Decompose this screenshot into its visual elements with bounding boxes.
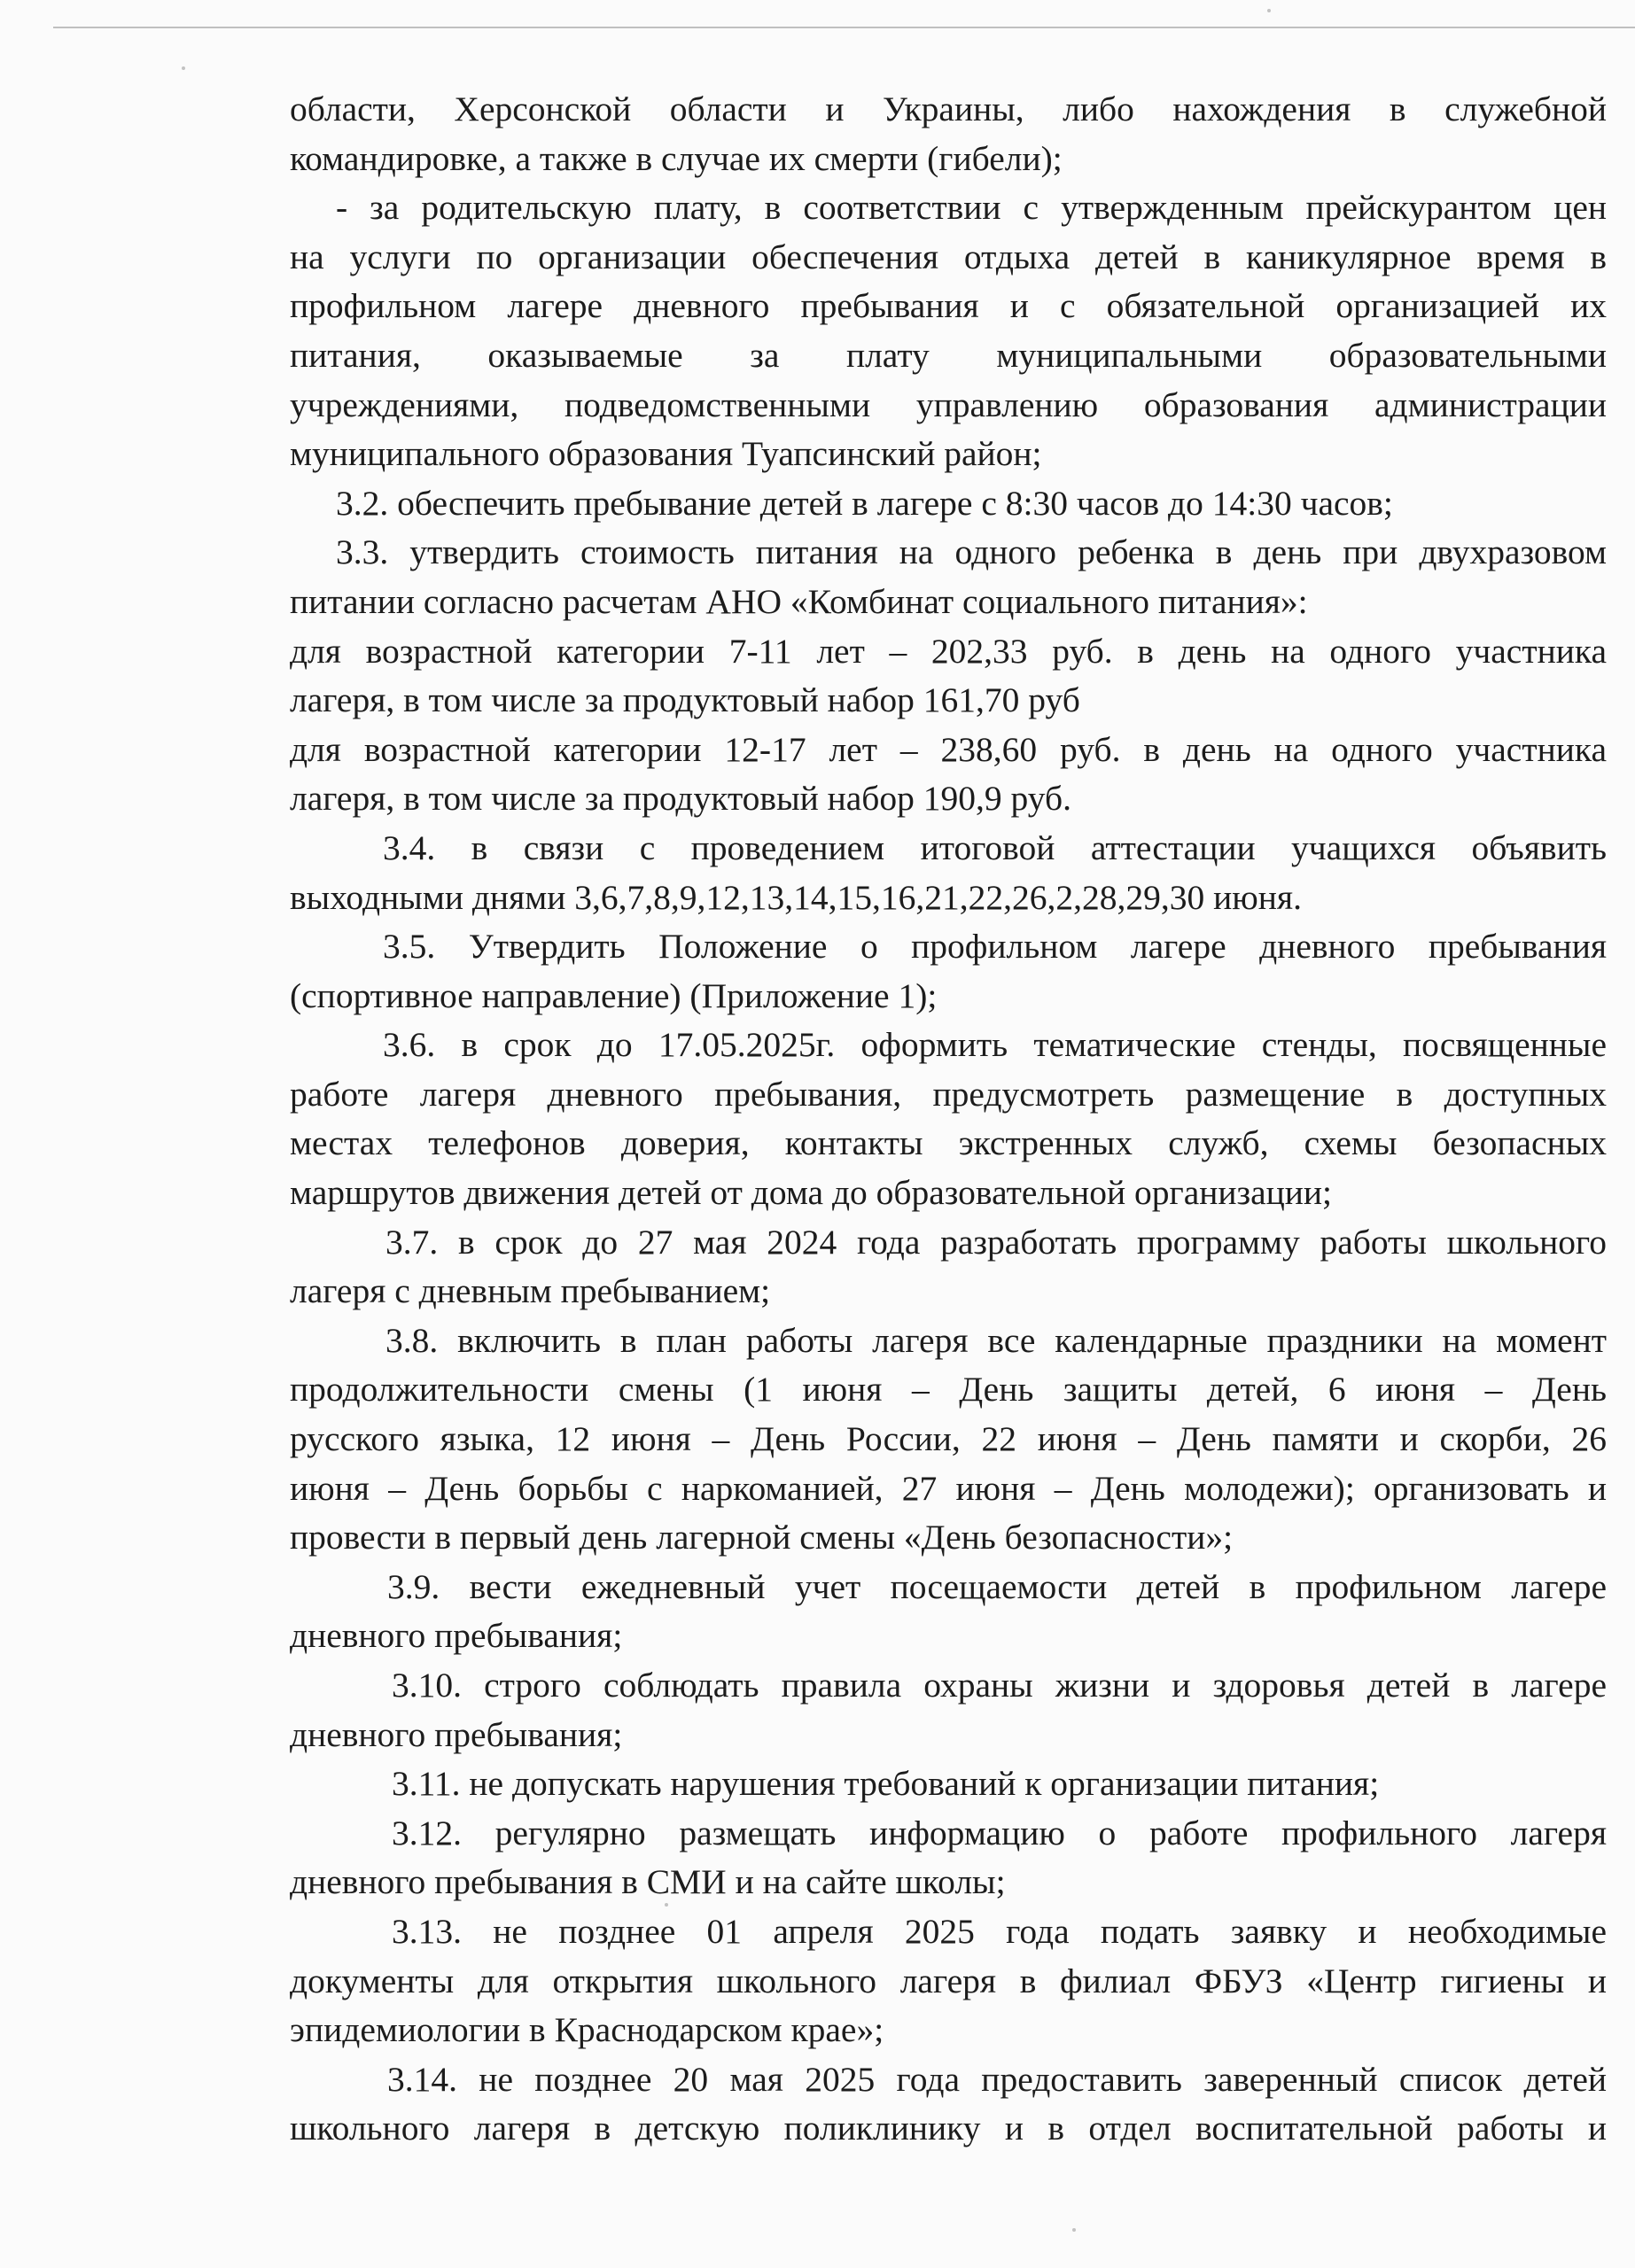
text-line: области, Херсонской области и Украины, либо нахождения в служебной — [290, 89, 1607, 128]
text-line: 3.7. в срок до 27 мая 2024 года разработать программу работы школьного — [385, 1222, 1607, 1262]
text-line: местах телефонов доверия, контакты экстренных служб, схемы безопасных — [290, 1123, 1607, 1163]
text-line: продолжительности смены (1 июня – День защиты детей, 6 июня – День — [290, 1370, 1607, 1410]
text-line: учреждениями, подведомственными управлению образования администрации — [290, 384, 1607, 424]
text-line: 3.6. в срок до 17.05.2025г. оформить тематические стенды, посвященные — [383, 1025, 1607, 1065]
scan-speck — [182, 66, 185, 70]
text-line: для возрастной категории 7-11 лет – 202,33 руб. в день на одного участника — [290, 631, 1607, 671]
text-line: лагеря, в том числе за продуктовый набор 161,70 руб — [290, 680, 1080, 720]
text-line: (спортивное направление) (Приложение 1); — [290, 975, 938, 1015]
text-line: 3.4. в связи с проведением итоговой аттестации учащихся объявить — [383, 827, 1607, 867]
text-line: 3.5. Утвердить Положение о профильном лагере дневного пребывания — [383, 927, 1607, 967]
text-line: 3.13. не позднее 01 апреля 2025 года подать заявку и необходимые — [392, 1911, 1607, 1951]
text-line: 3.12. регулярно размещать информацию о работе профильного лагеря — [392, 1813, 1607, 1852]
scan-edge — [53, 27, 1635, 28]
text-line: 3.3. утвердить стоимость питания на одного ребенка в день при двухразовом — [336, 532, 1607, 572]
text-line: 3.9. вести ежедневный учет посещаемости детей в профильном лагере — [387, 1566, 1607, 1606]
text-line: 3.8. включить в план работы лагеря все календарные праздники на момент — [385, 1320, 1607, 1360]
scan-speck — [1072, 2228, 1076, 2232]
text-line: питания, оказываемые за плату муниципальными образовательными — [290, 335, 1607, 375]
text-line: провести в первый день лагерной смены «День безопасности»; — [290, 1518, 1234, 1557]
text-line: русского языка, 12 июня – День России, 22 июня – День памяти и скорби, 26 — [290, 1419, 1607, 1459]
text-line: профильном лагере дневного пребывания и с обязательной организацией их — [290, 286, 1607, 326]
text-line: дневного пребывания; — [290, 1616, 623, 1656]
text-line: выходными днями 3,6,7,8,9,12,13,14,15,16,21,22,26,2,28,29,30 июня. — [290, 877, 1302, 917]
text-line: работе лагеря дневного пребывания, предусмотреть размещение в доступных — [290, 1074, 1607, 1114]
text-line: на услуги по организации обеспечения отдыха детей в каникулярное время в — [290, 237, 1607, 276]
text-line: лагеря с дневным пребыванием; — [290, 1271, 771, 1311]
text-line: командировке, а также в случае их смерти (гибели); — [290, 138, 1063, 178]
scan-speck — [1267, 9, 1271, 12]
text-line: 3.2. обеспечить пребывание детей в лагере с 8:30 часов до 14:30 часов; — [336, 483, 1393, 523]
text-line: муниципального образования Туапсинский район; — [290, 434, 1042, 474]
text-line: 3.11. не допускать нарушения требований к организации питания; — [392, 1764, 1380, 1804]
text-line: 3.10. строго соблюдать правила охраны жизни и здоровья детей в лагере — [392, 1666, 1607, 1705]
text-line: школьного лагеря в детскую поликлинику и в отдел воспитательной работы и — [290, 2109, 1607, 2148]
text-line: лагеря, в том числе за продуктовый набор 190,9 руб. — [290, 779, 1071, 819]
text-line: - за родительскую плату, в соответствии с утвержденным прейскурантом цен — [336, 188, 1607, 228]
text-line: июня – День борьбы с наркоманией, 27 июня – День молодежи); организовать и — [290, 1468, 1607, 1508]
text-line: для возрастной категории 12-17 лет – 238,60 руб. в день на одного участника — [290, 729, 1607, 769]
text-line: документы для открытия школьного лагеря в филиал ФБУЗ «Центр гигиены и — [290, 1961, 1607, 2000]
text-line: 3.14. не позднее 20 мая 2025 года предоставить заверенный список детей — [387, 2059, 1607, 2099]
document-page — [290, 85, 1607, 2154]
text-line: питании согласно расчетам АНО «Комбинат социального питания»: — [290, 581, 1308, 621]
text-line: маршрутов движения детей от дома до образовательной организации; — [290, 1173, 1333, 1213]
text-line: дневного пребывания в СМИ и на сайте школы; — [290, 1862, 1006, 1902]
text-line: дневного пребывания; — [290, 1714, 623, 1754]
text-line: эпидемиологии в Краснодарском крае»; — [290, 2010, 884, 2050]
